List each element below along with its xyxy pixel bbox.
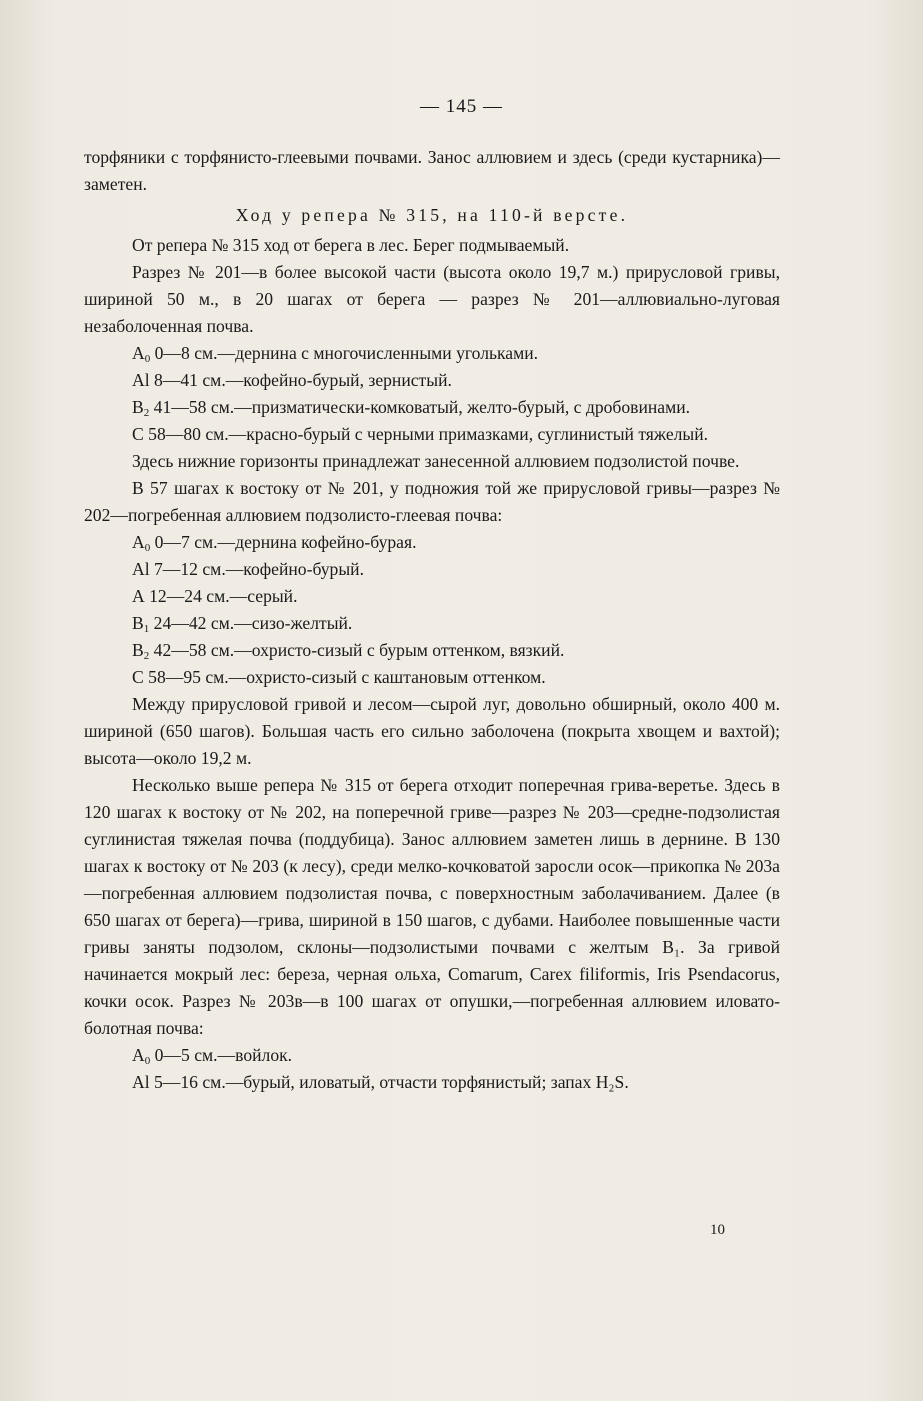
horizon-description: 58—80 см.—красно-бурый с черными примазками, суглинистый тяжелый.	[143, 424, 709, 444]
horizon-code: A	[132, 1045, 145, 1065]
horizon-description: 24—42 см.—сизо-желтый.	[149, 613, 353, 633]
section-heading: Ход у репера № 315, на 110-й версте.	[235, 205, 629, 225]
horizon-subscript: 1	[143, 623, 150, 635]
paragraph: Здесь нижние горизонты принадлежат занесенной аллювием подзолистой почве.	[132, 451, 740, 471]
horizon-code: B	[132, 640, 144, 660]
horizon-line	[84, 1042, 780, 1069]
horizon-description: 8—41 см.—кофейно-бурый, зернистый.	[149, 370, 452, 390]
horizon-code: A	[132, 532, 145, 552]
horizon-description: 42—58 см.—охристо-сизый с бурым оттенком, вязкий.	[149, 640, 565, 660]
horizon-description: 5—16 см.—бурый, иловатый, отчасти торфянистый; запах H₂S.	[149, 1072, 629, 1092]
horizon-description: 0—5 см.—войлок.	[150, 1045, 293, 1065]
printer-signature-mark: 10	[710, 1222, 725, 1238]
horizon-code: A	[132, 586, 145, 606]
paragraph: торфяники с торфянисто-глеевыми почвами. Занос аллювием и здесь (среди кустарника)—заметен.	[84, 147, 780, 194]
horizon-code: B	[132, 397, 144, 417]
horizon-line	[84, 556, 780, 583]
paragraph: Несколько выше репера № 315 от берега отходит поперечная грива-веретье. Здесь в 120 шагах к востоку от № 202, на поперечной гриве—разрез № 203—средне-подзолистая суглинистая тяжелая почва (поддубица). Занос аллювием заметен лишь в дернине. В 130 шагах к востоку от № 203 (к лесу), среди мелко-кочковатой заросли осок—прикопка № 203а—погребенная аллювием подзолистая почва, с поверхностным заболачиванием. Далее (в 650 шагах от берега)—грива, шириной в 150 шагов, с дубами. Наиболее повышенные части гривы заняты подзолом, склоны—подзолистыми почвами с желтым B₁. За гривой начинается мокрый лес: береза, черная ольха, Comarum, Carex filiformis, Iris Psendacorus, кочки осок. Разрез № 203в—в 100 шагах от опушки,—погребенная аллювием иловато-болотная почва:	[84, 775, 780, 1038]
horizon-line	[84, 529, 780, 556]
horizon-line	[84, 394, 780, 421]
horizon-description: 0—7 см.—дернина кофейно-бурая.	[150, 532, 417, 552]
horizon-subscript: 2	[143, 650, 150, 662]
horizon-line	[84, 1069, 780, 1096]
horizon-subscript: 0	[144, 542, 151, 554]
horizon-line	[84, 340, 780, 367]
paragraph: Разрез № 201—в более высокой части (высота около 19,7 м.) прирусловой гривы, шириной 50 м., в 20 шагах от берега — разрез № 201—аллювиально-луговая незаболоченная почва.	[84, 262, 780, 336]
horizon-code: C	[132, 667, 144, 687]
page-body	[84, 144, 780, 1096]
horizon-code: Al	[132, 370, 150, 390]
horizon-code: A	[132, 343, 145, 363]
horizon-line	[84, 367, 780, 394]
horizon-description: 0—8 см.—дернина с многочисленными угольками.	[150, 343, 539, 363]
page-number: — 145 —	[420, 96, 503, 117]
horizon-subscript: 0	[144, 1055, 151, 1067]
horizon-line	[84, 421, 780, 448]
horizon-code: B	[132, 613, 144, 633]
horizon-line	[84, 664, 780, 691]
paragraph: От репера № 315 ход от берега в лес. Берег подмываемый.	[132, 235, 570, 255]
horizon-subscript: 2	[143, 407, 150, 419]
horizon-code: Al	[132, 1072, 150, 1092]
horizon-description: 41—58 см.—призматически-комковатый, желто-бурый, с дробовинами.	[149, 397, 691, 417]
horizon-subscript: 0	[144, 353, 151, 365]
horizon-line	[84, 637, 780, 664]
horizon-code: C	[132, 424, 144, 444]
horizon-description: 12—24 см.—серый.	[144, 586, 298, 606]
horizon-description: 58—95 см.—охристо-сизый с каштановым оттенком.	[143, 667, 546, 687]
paragraph: Между прирусловой гривой и лесом—сырой луг, довольно обширный, около 400 м. шириной (650 шагов). Большая часть его сильно заболочена (покрыта хвощем и вахтой); высота—около 19,2 м.	[84, 694, 780, 768]
paragraph: В 57 шагах к востоку от № 201, у подножия той же прирусловой гривы—разрез № 202—погребенная аллювием подзолисто-глеевая почва:	[84, 478, 780, 525]
horizon-code: Al	[132, 559, 150, 579]
horizon-description: 7—12 см.—кофейно-бурый.	[149, 559, 364, 579]
horizon-line	[84, 610, 780, 637]
horizon-line	[84, 583, 780, 610]
